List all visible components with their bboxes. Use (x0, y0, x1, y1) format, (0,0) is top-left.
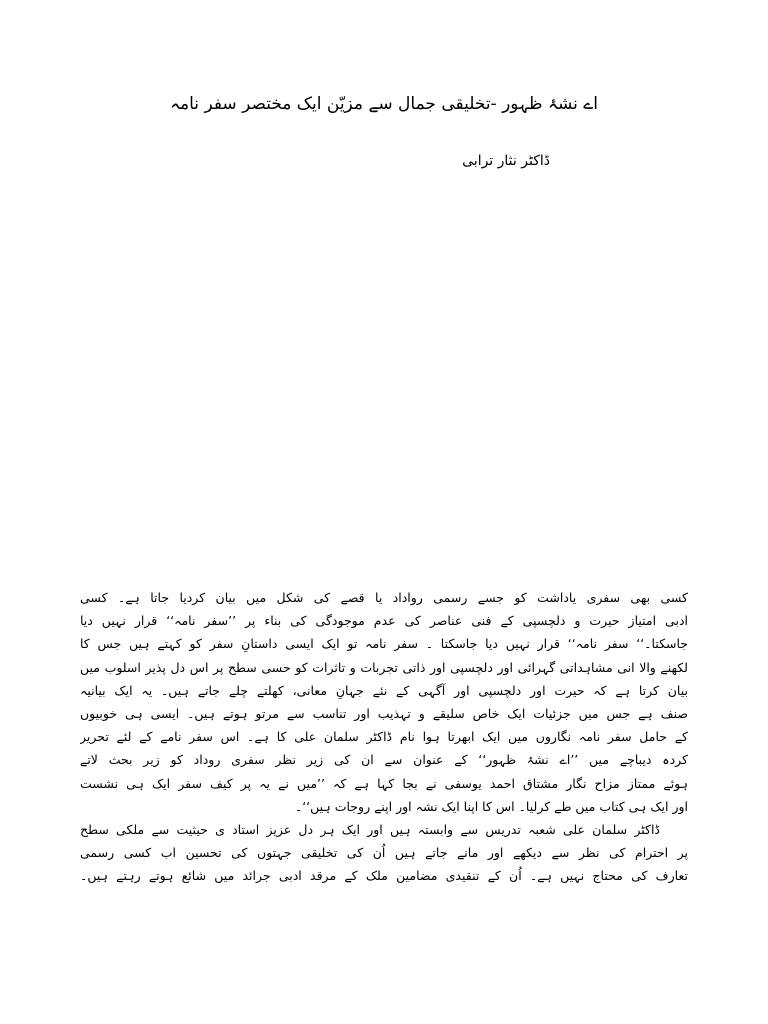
paragraph-start-line: ڈاکٹر سلمان علی شعبہ تدریس سے وابستہ ہیں اور ایک ہر دل عزیز استاد ی حیثیت سے ملکی سطح (80, 821, 660, 837)
body-line: ہوئے ممتاز مزاح نگار مشتاق احمد یوسفی نے بجا کہا ہے کہ ’’میں نے یہ پر کیف سفر ایک ہی نشست (80, 775, 688, 791)
body-line: بیان کرتا ہے کہ حیرت اور دلچسپی اور آگہی کے نئے جہانِ معانی، کھلتے چلے جاتے ہیں۔ یہ ایک بیانیہ (80, 682, 688, 698)
article-body (80, 586, 688, 887)
body-line: لکھنے والا انی مشاہداتی گہرائی اور دلچسپی اور ذاتی تجربات و تاثرات کو حسی سطح پر اس دل پذیر اسلوب میں (80, 659, 688, 675)
body-line: پر احترام کی نظر سے دیکھے اور مانے جاتے ہیں اُن کی تخلیقی جہتوں کی تحسین اب کسی رسمی (80, 845, 688, 861)
body-line: تعارف کی محتاج نہیں ہے۔ اُن کے تنقیدی مضامین ملک کے مرقد ادبی جرائد میں شائع ہوتے رہتے ہیں۔ (80, 868, 688, 884)
body-line: جاسکتا۔‘‘ سفر نامہ‘‘ قرار نہیں دیا جاسکتا ۔ سفر نامہ تو ایک ایسی داستانِ سفر کو کہتے ہیں جس کا (80, 636, 688, 652)
author-name: ڈاکٹر نثار ترابی (462, 153, 550, 169)
body-line: کے حامل سفر نامہ نگاروں میں ایک ابھرتا ہوا نام ڈاکٹر سلمان علی کا ہے۔ اس سفر نامے کے لئے تحریر (80, 729, 688, 745)
body-line: صنف ہے جس میں جزئیات ایک خاص سلیقے و تہذیب اور تناسب سے مرتو ہوتے ہیں۔ ایسی ہی خوبیوں (80, 705, 688, 721)
body-line: کردہ دیباچے میں ’’اے نشۂ ظہور‘‘ کے عنوان سے ان کی زیر نظر سفری روداد کو زیر بحث لاتے (80, 752, 688, 768)
document-title: اے نشۂ ظہور -تخلیقی جمال سے مزیّن ایک مختصر سفر نامہ (170, 94, 598, 114)
body-line: کسی بھی سفری یاداشت کو جسے رسمی رواداد یا قصے کی شکل میں بیان کردیا جاتا ہے۔ کسی (80, 590, 688, 605)
paragraph-end-line: اور ایک ہی کتاب میں طے کرلیا۔ اس کا اپنا ایک نشہ اور اپنے روجات ہیں‘‘۔ (294, 798, 688, 814)
body-line: ادبی امتیاز حیرت و دلچسپی کے فنی عناصر کی عدم موجودگی کی بناء پر ’’سفر نامہ‘‘ قرار نہیں دیا (80, 613, 688, 629)
